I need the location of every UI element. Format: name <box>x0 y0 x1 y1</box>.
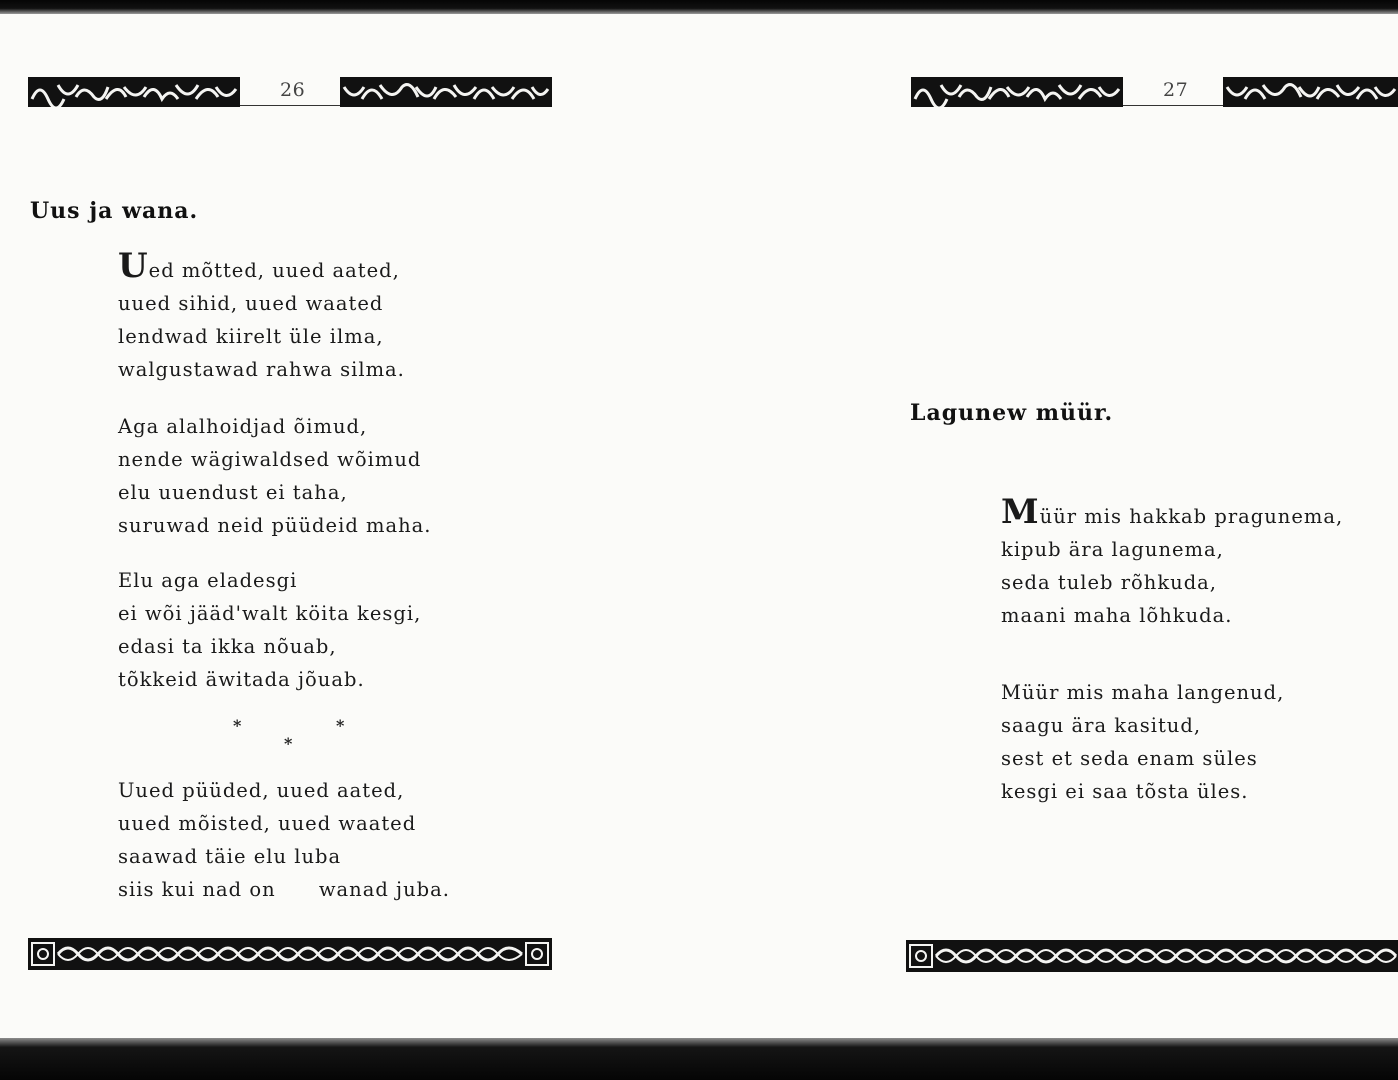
poem-line: edasi ta ikka nõuab, <box>118 635 337 658</box>
stanza-1 <box>118 246 405 386</box>
poem-line: lendwad kiirelt üle ilma, <box>118 325 384 348</box>
poem-line: maani maha lõhkuda. <box>1001 604 1233 627</box>
line-rest: üür mis hakkab pragunema, <box>1039 505 1344 528</box>
poem-line: elu uuendust ei taha, <box>118 481 348 504</box>
separator-asterisk: * <box>284 734 293 753</box>
header-rule <box>240 105 340 106</box>
poem-line: seda tuleb rõhkuda, <box>1001 571 1218 594</box>
poem-line <box>1001 492 1344 533</box>
header-rule <box>1123 105 1223 106</box>
page-number: 27 <box>1163 79 1189 101</box>
stanza-4 <box>118 774 450 906</box>
footer-ornament <box>906 940 1398 972</box>
poem-line: Elu aga eladesgi <box>118 569 298 592</box>
header-ornament-band <box>28 77 552 107</box>
poem-line: nende wägiwaldsed wõimud <box>118 448 422 471</box>
poem-line: ei wõi jääd'walt köita kesgi, <box>118 602 422 625</box>
poem-line: tõkkeid äwitada jõuab. <box>118 668 365 691</box>
poem-line: Müür mis maha langenud, <box>1001 681 1285 704</box>
poem-line: saagu ära kasitud, <box>1001 714 1202 737</box>
poem-title: Lagunew müür. <box>910 400 1114 426</box>
stanza-1 <box>1001 492 1344 632</box>
separator-asterisk: * <box>336 716 345 735</box>
right-page <box>699 14 1398 1038</box>
poem-line: uued sihid, uued waated <box>118 292 384 315</box>
poem-line: siis kui nad on wanad juba. <box>118 878 450 901</box>
stanza-3 <box>118 564 421 696</box>
header-ornament-band <box>911 77 1398 107</box>
stanza-2 <box>118 410 432 542</box>
poem-line: sest et seda enam süles <box>1001 747 1258 770</box>
separator-asterisk: * <box>233 716 242 735</box>
stanza-2 <box>1001 676 1284 808</box>
header-ornament-right <box>340 77 552 107</box>
header-ornament-left <box>28 77 240 107</box>
poem-line: kipub ära lagunema, <box>1001 538 1224 561</box>
header-ornament-left <box>911 77 1123 107</box>
initial-letter: U <box>118 246 149 286</box>
poem-line: Uued püüded, uued aated, <box>118 779 405 802</box>
poem-line: Aga alalhoidjad õimud, <box>118 415 368 438</box>
initial-letter: M <box>1001 492 1040 532</box>
poem-line: walgustawad rahwa silma. <box>118 358 405 381</box>
film-frame-top <box>0 0 1398 14</box>
footer-ornament <box>28 938 552 970</box>
poem-line: saawad täie elu luba <box>118 845 342 868</box>
poem-title: Uus ja wana. <box>30 198 199 224</box>
line-rest: ed mõtted, uued aated, <box>148 259 400 282</box>
poem-line <box>118 246 405 287</box>
left-page <box>0 14 699 1038</box>
film-frame-bottom <box>0 1038 1398 1080</box>
header-ornament-right <box>1223 77 1398 107</box>
poem-line: suruwad neid püüdeid maha. <box>118 514 432 537</box>
poem-line: uued mõisted, uued waated <box>118 812 417 835</box>
page-number: 26 <box>280 79 306 101</box>
poem-line: kesgi ei saa tõsta üles. <box>1001 780 1249 803</box>
